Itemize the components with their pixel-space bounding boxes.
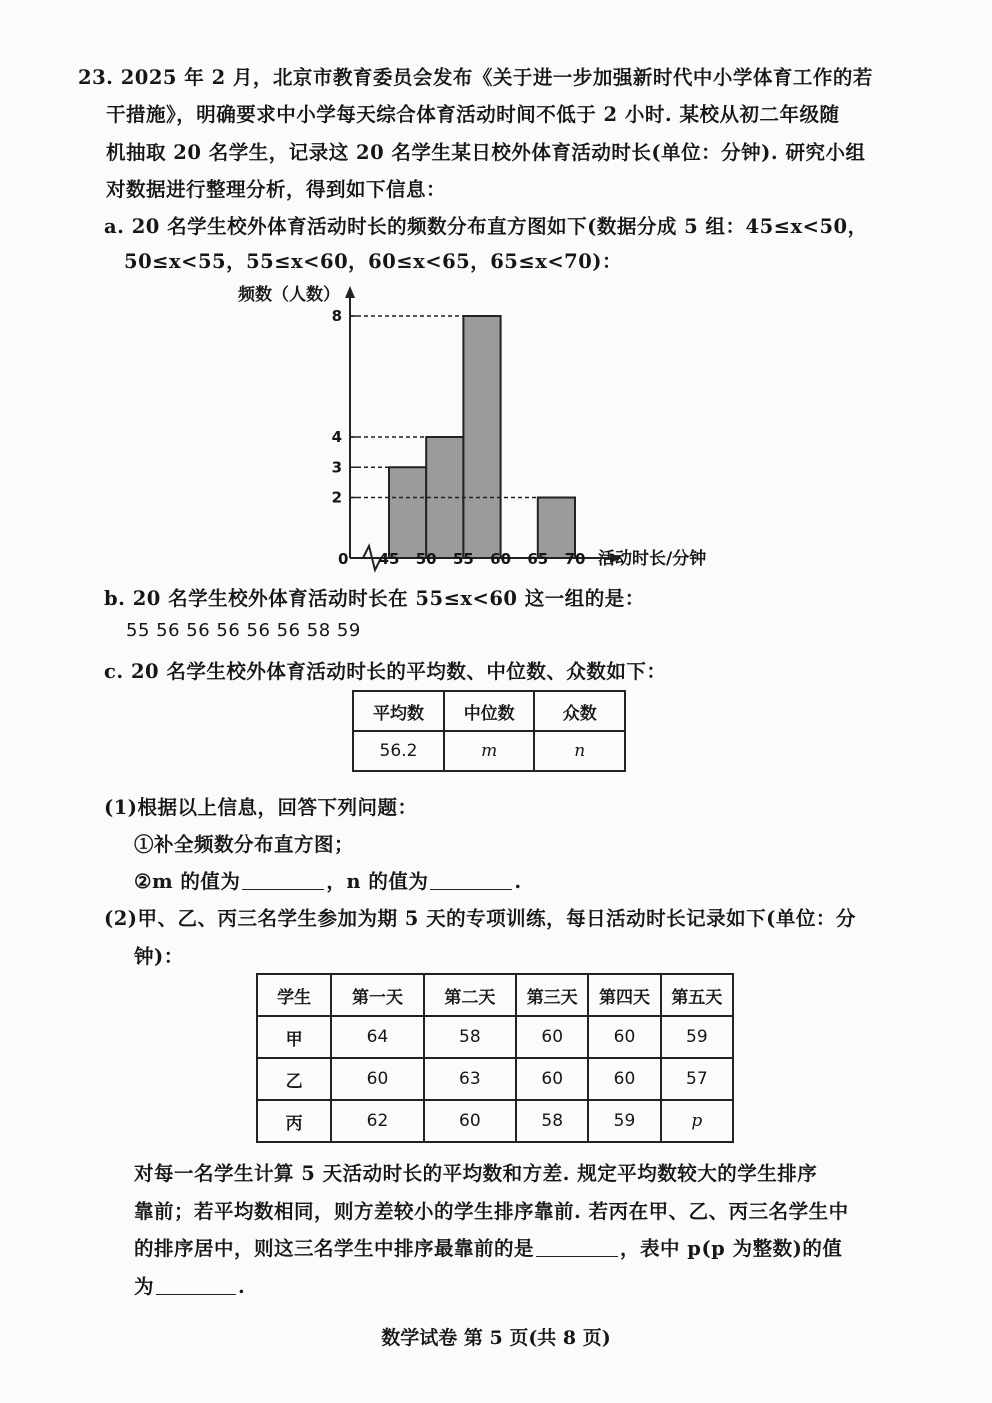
frequency-histogram [230, 278, 730, 578]
answer-blank-n[interactable] [430, 871, 512, 890]
y-tick-label: 4 [331, 428, 342, 446]
table-cell: 甲 [257, 1016, 331, 1058]
question-text-line-2: 干措施》，明确要求中小学每天综合体育活动时间不低于 2 小时. 某校从初二年级随 [106, 103, 840, 126]
table-cell: 60 [424, 1100, 516, 1142]
x-axis-label: 活动时长/分钟 [598, 549, 707, 569]
y-axis-label: 频数（人数） [238, 285, 340, 305]
training-header-cell: 第五天 [661, 974, 733, 1016]
stats-value-median: m [444, 731, 535, 771]
y-axis-arrow [345, 286, 355, 298]
answer-blank-m[interactable] [242, 871, 324, 890]
training-header-cell: 第一天 [331, 974, 423, 1016]
training-table [256, 973, 734, 1143]
question-text-line-1: 23. 2025 年 2 月，北京市教育委员会发布《关于进一步加强新时代中小学体育工作的若 [78, 66, 873, 89]
question-text-line-4: 对数据进行整理分析，得到如下信息： [106, 178, 447, 201]
training-header-cell: 学生 [257, 974, 331, 1016]
training-header-cell: 第四天 [588, 974, 660, 1016]
y-tick-label: 8 [331, 307, 342, 325]
table-cell: 64 [331, 1016, 423, 1058]
stats-table [352, 690, 626, 772]
x-tick-label: 45 [378, 550, 400, 568]
table-cell: 59 [588, 1100, 660, 1142]
table-cell: 63 [424, 1058, 516, 1100]
table-cell: 57 [661, 1058, 733, 1100]
table-cell: 58 [424, 1016, 516, 1058]
stats-header-median: 中位数 [444, 691, 535, 731]
answer-blank-p[interactable] [156, 1276, 236, 1295]
table-row [257, 1100, 733, 1142]
histogram-bar [389, 467, 426, 558]
y-tick-label: 2 [331, 488, 342, 507]
stats-value-mode: n [534, 731, 625, 771]
part-2-line-1: (2)甲、乙、丙三名学生参加为期 5 天的专项训练，每日活动时长记录如下(单位：分 [104, 907, 856, 930]
part-2-line-3: 对每一名学生计算 5 天活动时长的平均数和方差. 规定平均数较大的学生排序 [134, 1162, 818, 1185]
part-1-title: (1)根据以上信息，回答下列问题： [104, 796, 418, 819]
x-tick-label: 55 [452, 550, 474, 568]
table-cell: 60 [516, 1016, 588, 1058]
origin-label: 0 [338, 550, 349, 568]
page-footer: 数学试卷 第 5 页(共 8 页) [381, 1327, 611, 1349]
answer-blank-top-student[interactable] [536, 1238, 618, 1257]
question-text-line-3: 机抽取 20 名学生，记录这 20 名学生某日校外体育活动时长(单位：分钟). 研究小组 [106, 141, 866, 164]
table-cell: 59 [661, 1016, 733, 1058]
table-cell: 60 [516, 1058, 588, 1100]
part-1-item-2-end: . [514, 870, 522, 893]
table-cell: p [661, 1100, 733, 1142]
x-tick-label: 70 [564, 550, 586, 568]
x-tick-label: 60 [490, 550, 512, 568]
table-cell: 60 [588, 1058, 660, 1100]
histogram-bar [538, 498, 575, 559]
part-1-item-2-prefix: ②m 的值为 [134, 870, 241, 893]
info-b-values: 55 56 56 56 56 56 58 59 [126, 620, 361, 641]
table-row [257, 1058, 733, 1100]
part-2-line-5-prefix: 的排序居中，则这三名学生中排序最靠前的是 [134, 1237, 535, 1260]
info-a-line-1: a. 20 名学生校外体育活动时长的频数分布直方图如下(数据分成 5 组：45≤x<50， [104, 215, 868, 238]
info-c-line: c. 20 名学生校外体育活动时长的平均数、中位数、众数如下： [104, 660, 667, 683]
table-cell: 60 [331, 1058, 423, 1100]
part-2-line-2: 钟)： [134, 945, 184, 968]
table-cell: 乙 [257, 1058, 331, 1100]
info-a-line-2: 50≤x<55，55≤x<60，60≤x<65，65≤x<70)： [124, 250, 623, 273]
table-cell: 60 [588, 1016, 660, 1058]
training-header-cell: 第三天 [516, 974, 588, 1016]
training-header-row [257, 974, 733, 1016]
part-2-line-6-end: . [238, 1275, 246, 1298]
x-tick-label: 65 [527, 550, 549, 568]
x-tick-label: 50 [415, 550, 437, 568]
stats-header-mode: 众数 [534, 691, 625, 731]
part-2-line-6-prefix: 为 [134, 1275, 155, 1298]
table-cell: 62 [331, 1100, 423, 1142]
stats-value-mean: 56.2 [353, 731, 444, 771]
part-1-item-2 [134, 866, 522, 894]
y-tick-label: 3 [331, 458, 342, 477]
part-2-line-5 [134, 1233, 842, 1261]
part-2-line-5-suffix: ，表中 p(p 为整数)的值 [620, 1237, 843, 1260]
part-2-line-6 [134, 1271, 245, 1299]
training-header-cell: 第二天 [424, 974, 516, 1016]
table-cell: 丙 [257, 1100, 331, 1142]
info-b-line: b. 20 名学生校外体育活动时长在 55≤x<60 这一组的是： [104, 587, 645, 610]
stats-header-mean: 平均数 [353, 691, 444, 731]
table-cell: 58 [516, 1100, 588, 1142]
part-1-item-2-middle: ，n 的值为 [326, 870, 429, 893]
part-1-item-1: ①补全频数分布直方图； [134, 833, 355, 856]
table-row [257, 1016, 733, 1058]
histogram-bar [463, 316, 500, 558]
part-2-line-4: 靠前；若平均数相同，则方差较小的学生排序靠前. 若丙在甲、乙、丙三名学生中 [134, 1200, 849, 1223]
